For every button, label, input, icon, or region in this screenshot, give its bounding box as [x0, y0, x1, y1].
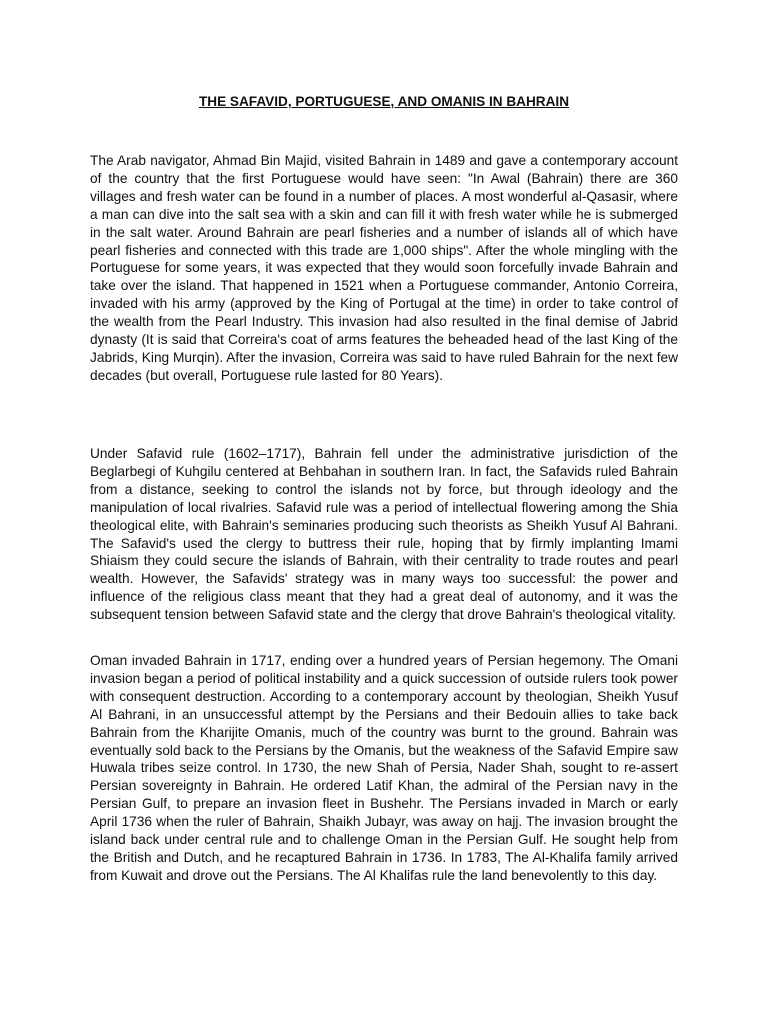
document-title-text: THE SAFAVID, PORTUGUESE, AND OMANIS IN BAHRAIN: [198, 94, 570, 109]
paragraph-portuguese: The Arab navigator, Ahmad Bin Majid, visited Bahrain in 1489 and gave a contemporary account of the country that the first Portuguese would have seen: "In Awal (Bahrain) there are 360 villages and fresh water can be found in a number of places. A most wonderful al-Qasasir, where a man can dive into the salt sea with a skin and can fill it with fresh water while he is submerged in the salt water. Around Bahrain are pearl fisheries and a number of islands all of which have pearl fisheries and connected with this trade are 1,000 ships". After the whole mingling with the Portuguese for some years, it was expected that they would soon forcefully invade Bahrain and take over the island. That happened in 1521 when a Portuguese commander, Antonio Correira, invaded with his army (approved by the King of Portugal at the time) in order to take control of the wealth from the Pearl Industry. This invasion had also resulted in the final demise of Jabrid dynasty (It is said that Correira's coat of arms features the beheaded head of the last King of the Jabrids, King Murqin). After the invasion, Correira was said to have ruled Bahrain for the next few decades (but overall, Portuguese rule lasted for 80 Years).: [90, 153, 678, 383]
paragraph-safavid: Under Safavid rule (1602–1717), Bahrain fell under the administrative jurisdiction of the Beglarbegi of Kuhgilu centered at Behbahan in southern Iran. In fact, the Safavids ruled Bahrain from a distance, seeking to control the islands not by force, but through ideology and the manipulation of local rivalries. Safavid rule was a period of intellectual flowering among the Shia theological elite, with Bahrain's seminaries producing such theorists as Sheikh Yusuf Al Bahrani. The Safavid's used the clergy to buttress their rule, hoping that by firmly implanting Imami Shiaism they could secure the islands of Bahrain, with their centrality to trade routes and pearl wealth. However, the Safavids' strategy was in many ways too successful: the power and influence of the religious class meant that they had a great deal of autonomy, and it was the subsequent tension between Safavid state and the clergy that drove Bahrain's theological vitality.: [90, 446, 678, 623]
document-title: [0, 93, 768, 111]
paragraph-omani: Oman invaded Bahrain in 1717, ending over a hundred years of Persian hegemony. The Omani invasion began a period of political instability and a quick succession of outside rulers took power with consequent destruction. According to a contemporary account by theologian, Sheikh Yusuf Al Bahrani, in an unsuccessful attempt by the Persians and their Bedouin allies to take back Bahrain from the Kharijite Omanis, much of the country was burnt to the ground. Bahrain was eventually sold back to the Persians by the Omanis, but the weakness of the Safavid Empire saw Huwala tribes seize control. In 1730, the new Shah of Persia, Nader Shah, sought to re-assert Persian sovereignty in Bahrain. He ordered Latif Khan, the admiral of the Persian navy in the Persian Gulf, to prepare an invasion fleet in Bushehr. The Persians invaded in March or early April 1736 when the ruler of Bahrain, Shaikh Jubayr, was away on hajj. The invasion brought the island back under central rule and to challenge Oman in the Persian Gulf. He sought help from the British and Dutch, and he recaptured Bahrain in 1736. In 1783, The Al-Khalifa family arrived from Kuwait and drove out the Persians. The Al Khalifas rule the land benevolently to this day.: [90, 653, 678, 883]
